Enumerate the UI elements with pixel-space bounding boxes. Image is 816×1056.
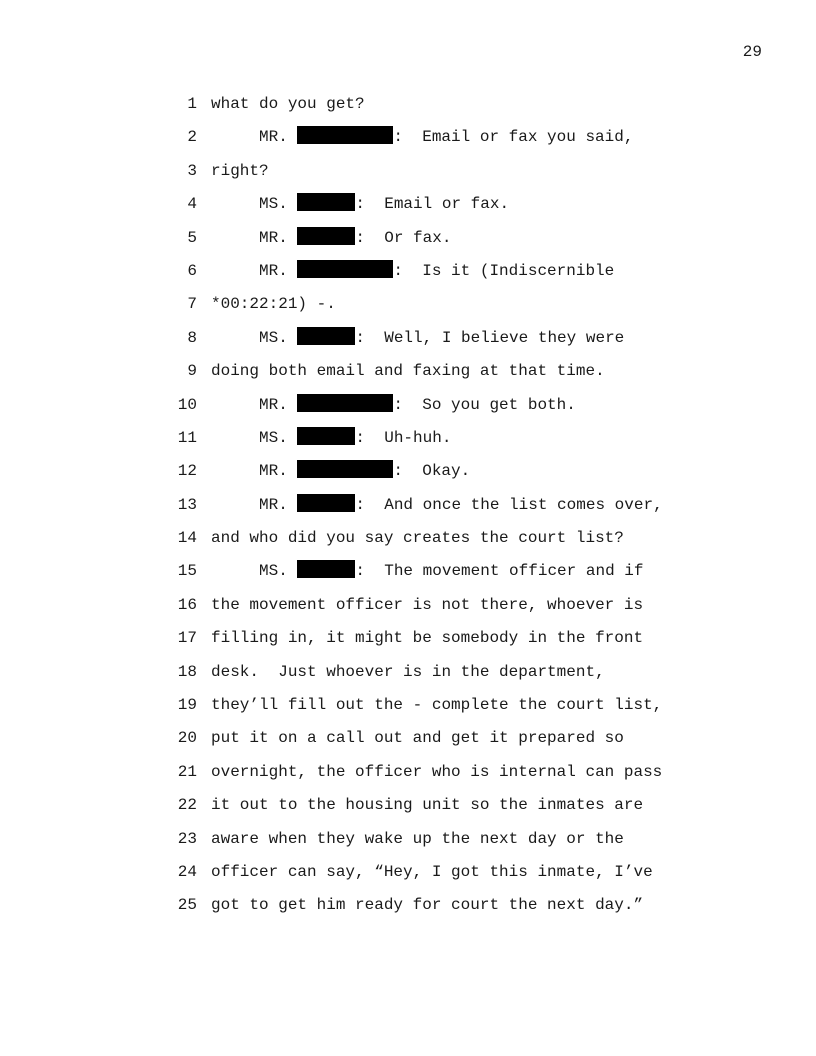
transcript-body bbox=[0, 91, 816, 926]
line-number: 18 bbox=[177, 662, 197, 681]
line-text: : The movement officer and if bbox=[355, 562, 644, 581]
transcript-line bbox=[0, 158, 816, 191]
line-text: : Okay. bbox=[393, 462, 471, 481]
line-number: 9 bbox=[187, 362, 197, 381]
line-number: 22 bbox=[177, 796, 197, 815]
speaker-title: MR. bbox=[259, 395, 288, 414]
transcript-line bbox=[0, 659, 816, 692]
transcript-line bbox=[0, 525, 816, 558]
line-text: : Uh-huh. bbox=[355, 428, 452, 447]
line-number: 17 bbox=[177, 629, 197, 648]
line-text: officer can say, “Hey, I got this inmate, I’ve bbox=[211, 862, 653, 881]
line-number: 2 bbox=[187, 128, 197, 147]
speaker-line-text bbox=[259, 558, 643, 584]
line-text: overnight, the officer who is internal can pass bbox=[211, 762, 663, 781]
speaker-title: MR. bbox=[259, 495, 288, 514]
line-text: desk. Just whoever is in the department, bbox=[211, 662, 605, 681]
transcript-line bbox=[0, 558, 816, 591]
transcript-line bbox=[0, 892, 816, 925]
transcript-line bbox=[0, 725, 816, 758]
line-text: : So you get both. bbox=[393, 395, 576, 414]
line-number: 15 bbox=[177, 562, 197, 581]
speaker-title: MS. bbox=[259, 328, 288, 347]
line-number: 20 bbox=[177, 729, 197, 748]
speaker-title: MR. bbox=[259, 128, 288, 147]
line-text: and who did you say creates the court list? bbox=[211, 529, 624, 548]
speaker-line-text bbox=[259, 124, 633, 150]
line-text: they’ll fill out the - complete the court list, bbox=[211, 696, 663, 715]
line-text: : Or fax. bbox=[355, 228, 452, 247]
speaker-line-text bbox=[259, 392, 576, 418]
speaker-line-text bbox=[259, 225, 451, 251]
line-number: 13 bbox=[177, 495, 197, 514]
transcript-line bbox=[0, 792, 816, 825]
line-text: put it on a call out and get it prepared so bbox=[211, 729, 624, 748]
speaker-line-text bbox=[259, 191, 509, 217]
transcript-line bbox=[0, 291, 816, 324]
transcript-line bbox=[0, 225, 816, 258]
transcript-line bbox=[0, 124, 816, 157]
line-number: 8 bbox=[187, 328, 197, 347]
speaker-title: MR. bbox=[259, 261, 288, 280]
speaker-line-text bbox=[259, 258, 614, 284]
redaction-bar bbox=[297, 126, 393, 144]
line-text: : And once the list comes over, bbox=[355, 495, 663, 514]
redaction-bar bbox=[297, 394, 393, 412]
line-number: 19 bbox=[177, 696, 197, 715]
transcript-line bbox=[0, 625, 816, 658]
speaker-title: MS. bbox=[259, 562, 288, 581]
transcript-line bbox=[0, 692, 816, 725]
transcript-line bbox=[0, 191, 816, 224]
line-text: : Email or fax. bbox=[355, 195, 510, 214]
transcript-line bbox=[0, 258, 816, 291]
speaker-title: MS. bbox=[259, 428, 288, 447]
line-text: : Email or fax you said, bbox=[393, 128, 634, 147]
line-number: 24 bbox=[177, 862, 197, 881]
line-text: filling in, it might be somebody in the front bbox=[211, 629, 644, 648]
line-text: it out to the housing unit so the inmates are bbox=[211, 796, 644, 815]
redaction-bar bbox=[297, 460, 393, 478]
redaction-bar bbox=[297, 193, 355, 211]
line-number: 4 bbox=[187, 195, 197, 214]
line-text: the movement officer is not there, whoever is bbox=[211, 595, 644, 614]
speaker-title: MS. bbox=[259, 195, 288, 214]
transcript-line bbox=[0, 458, 816, 491]
transcript-line bbox=[0, 91, 816, 124]
transcript-line bbox=[0, 826, 816, 859]
transcript-line bbox=[0, 325, 816, 358]
transcript-line bbox=[0, 392, 816, 425]
line-number: 10 bbox=[177, 395, 197, 414]
transcript-line bbox=[0, 759, 816, 792]
redaction-bar bbox=[297, 494, 355, 512]
line-number: 11 bbox=[177, 428, 197, 447]
transcript-line bbox=[0, 492, 816, 525]
redaction-bar bbox=[297, 427, 355, 445]
line-number: 23 bbox=[177, 829, 197, 848]
line-number: 21 bbox=[177, 762, 197, 781]
line-text: got to get him ready for court the next day.” bbox=[211, 896, 644, 915]
redaction-bar bbox=[297, 227, 355, 245]
line-text: : Well, I believe they were bbox=[355, 328, 625, 347]
speaker-title: MR. bbox=[259, 228, 288, 247]
transcript-line bbox=[0, 859, 816, 892]
line-number: 16 bbox=[177, 595, 197, 614]
speaker-line-text bbox=[259, 425, 451, 451]
transcript-line bbox=[0, 425, 816, 458]
line-number: 5 bbox=[187, 228, 197, 247]
transcript-line bbox=[0, 358, 816, 391]
line-text: doing both email and faxing at that time. bbox=[211, 362, 605, 381]
line-number: 3 bbox=[187, 161, 197, 180]
redaction-bar bbox=[297, 327, 355, 345]
redaction-bar bbox=[297, 260, 393, 278]
line-text: *00:22:21) -. bbox=[211, 295, 336, 314]
line-number: 1 bbox=[187, 95, 197, 113]
speaker-line-text bbox=[259, 325, 624, 351]
page-number: 29 bbox=[742, 43, 762, 61]
line-number: 14 bbox=[177, 529, 197, 548]
line-number: 25 bbox=[177, 896, 197, 915]
speaker-line-text bbox=[259, 458, 470, 484]
line-number: 12 bbox=[177, 462, 197, 481]
line-text: right? bbox=[211, 161, 269, 180]
line-number: 7 bbox=[187, 295, 197, 314]
line-text: : Is it (Indiscernible bbox=[393, 261, 615, 280]
line-text: what do you get? bbox=[211, 95, 365, 113]
redaction-bar bbox=[297, 560, 355, 578]
speaker-line-text bbox=[259, 492, 663, 518]
line-text: aware when they wake up the next day or the bbox=[211, 829, 624, 848]
transcript-line bbox=[0, 592, 816, 625]
line-number: 6 bbox=[187, 261, 197, 280]
speaker-title: MR. bbox=[259, 462, 288, 481]
